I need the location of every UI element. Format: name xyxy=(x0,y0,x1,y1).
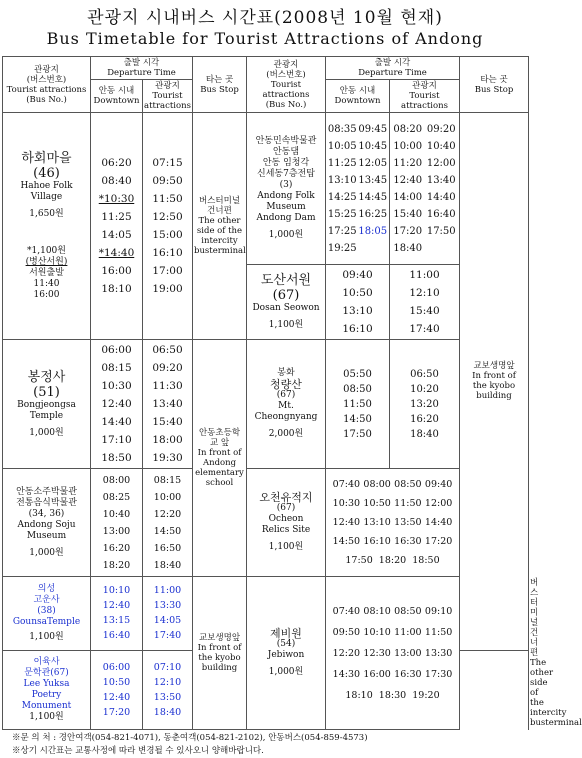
attraction-cheongnyang: 봉화 청량산 (67) Mt. Cheongnyang 2,000원 xyxy=(247,340,326,469)
table-row xyxy=(3,469,529,577)
yuksa-tourist-times: 07:10 12:10 13:50 18:40 xyxy=(143,650,193,729)
attraction-soju-museum: 안동소주박물관 전통음식박물관 (34, 36) Andong Soju Museum 1,000원 xyxy=(3,469,91,577)
header-downtown-right: 안동 시내 Downtown xyxy=(326,80,390,113)
table-row xyxy=(3,340,529,469)
yuksa-downtown-times: 06:00 10:50 12:40 17:20 xyxy=(91,650,143,729)
attraction-bongjeongsa: 봉정사 (51) Bongjeongsa Temple 1,000원 xyxy=(3,340,91,469)
header-bus-stop: 타는 곳 Bus Stop xyxy=(193,57,247,113)
cheong-tourist-times: 06:50 10:20 13:20 16:20 18:40 xyxy=(390,340,460,469)
attraction-folk-museum: 안동민속박물관 안동댐 안동 임청각 신세동7층전탑 (3) Andong Folk Museum Andong Dam 1,000원 xyxy=(247,113,326,265)
folk-downtown-times: 08:35 09:45 10:05 10:45 11:25 12:05 13:10 13:45 14:25 14:45 15:25 16:25 17:25 18:05 19:25 xyxy=(326,113,390,265)
header-attraction: 관광지 (버스번호) Tourist attractions (Bus No.) xyxy=(3,57,91,113)
hahoe-tourist-times: 07:15 09:50 11:50 12:50 15:00 16:10 17:00 19:00 xyxy=(143,113,193,340)
soju-tourist-times: 08:15 10:00 12:20 14:50 16:50 18:40 xyxy=(143,469,193,577)
attraction-yuksa: 이육사 문학관(67) Lee Yuksa Poetry Monument 1,100원 xyxy=(3,650,91,729)
header-tourist-right: 관광지 Tourist attractions xyxy=(390,80,460,113)
title-korean: 관광지 시내버스 시간표(2008년 10월 현재) xyxy=(87,8,443,28)
header-departure: 출발 시각 Departure Time xyxy=(91,57,193,80)
stop-kyobo-left: 교보생명앞 In front of the kyobo building xyxy=(193,577,247,730)
table-row xyxy=(3,113,529,265)
jebiwon-times: 07:40 08:10 08:50 09:10 09:50 10:10 11:00 11:50 12:20 12:30 13:00 13:30 14:30 16:00 16:30 17:30 18:10 18:30 19:20 xyxy=(326,577,460,730)
gounsa-downtown-times: 10:10 12:40 13:15 16:40 xyxy=(91,577,143,651)
footer-notice: ※상기 시간표는 교통사정에 따라 변경될 수 있사오니 양해바랍니다. xyxy=(12,746,264,756)
attraction-gounsa: 의성 고운사 (38) GounsaTemple 1,100원 xyxy=(3,577,91,651)
header-bus-stop-right: 타는 곳 Bus Stop xyxy=(460,57,529,113)
header-row-1 xyxy=(3,57,529,80)
cheong-downtown-times: 05:50 08:50 11:50 14:50 17:50 xyxy=(326,340,390,469)
attraction-ocheon: 오천유적지 (67) Ocheon Relics Site 1,100원 xyxy=(247,469,326,577)
folk-tourist-times: 08:20 09:20 10:00 10:40 11:20 12:00 12:40 13:40 14:00 14:40 15:40 16:40 17:20 17:50 18:40 xyxy=(390,113,460,265)
attraction-hahoe: 하회마을 (46) Hahoe Folk Village 1,650원 *1,100원 (병산서원) 서원출발 11:40 16:00 xyxy=(3,113,91,340)
dosan-tourist-times: 11:00 12:10 15:40 17:40 xyxy=(390,265,460,340)
attraction-jebiwon: 제비원 (54) Jebiwon 1,000원 xyxy=(247,577,326,730)
dosan-downtown-times: 09:40 10:50 13:10 16:10 xyxy=(326,265,390,340)
hahoe-downtown-times: 06:20 08:40 *10:30 11:25 14:05 *14:40 16:00 18:10 xyxy=(91,113,143,340)
gounsa-tourist-times: 11:00 13:30 14:05 17:40 xyxy=(143,577,193,651)
stop-kyobo-right: 교보생명앞 In front of the kyobo building xyxy=(460,113,529,651)
header-departure-right: 출발 시각 Departure Time xyxy=(326,57,460,80)
ocheon-times: 07:40 08:00 08:50 09:40 10:30 10:50 11:50 12:00 12:40 13:10 13:50 14:40 14:50 16:10 16:30 17:20 17:50 18:20 18:50 xyxy=(326,469,460,577)
bongjeong-tourist-times: 06:50 09:20 11:30 13:40 15:40 18:00 19:30 xyxy=(143,340,193,469)
footer-contact: ※문 의 처 : 경안여객(054-821-4071), 동춘여객(054-821-2102), 안동버스(054-859-4573) xyxy=(12,733,368,743)
header-attraction-right: 관광지 (버스번호) Tourist attractions (Bus No.) xyxy=(247,57,326,113)
stop-school: 안동초등학 교 앞 In front of Andong elementary school xyxy=(193,340,247,577)
table-row: 의성 고운사 (38) GounsaTemple 1,100원 10:10 12:40 13:15 16:40 11:00 13:30 14:05 17:40 교보생명앞 In front of the kyobo building 제비원 (54) Jebiwon 1,000원 07:40 08:10 08:50 09:10 09:50 10:10 11:00 11:50 12:20 12:30 13:00 13:30 14:30 16:00 16:30 17:30 18:10 18:30 19:20 버스터미널 건너편 The other side of the intercity busterminal xyxy=(3,577,529,651)
stop-terminal-left: 버스터미널 건너편 The other side of the intercity busterminal xyxy=(193,113,247,340)
timetable xyxy=(2,56,582,730)
title-english: Bus Timetable for Tourist Attractions of Andong xyxy=(46,29,484,48)
attraction-dosan: 도산서원 (67) Dosan Seowon 1,100원 xyxy=(247,265,326,340)
header-downtown: 안동 시내 Downtown xyxy=(91,80,143,113)
bongjeong-downtown-times: 06:00 08:15 10:30 12:40 14:40 17:10 18:50 xyxy=(91,340,143,469)
soju-downtown-times: 08:00 08:25 10:40 13:00 16:20 18:20 xyxy=(91,469,143,577)
header-tourist: 관광지 Tourist attractions xyxy=(144,81,191,111)
